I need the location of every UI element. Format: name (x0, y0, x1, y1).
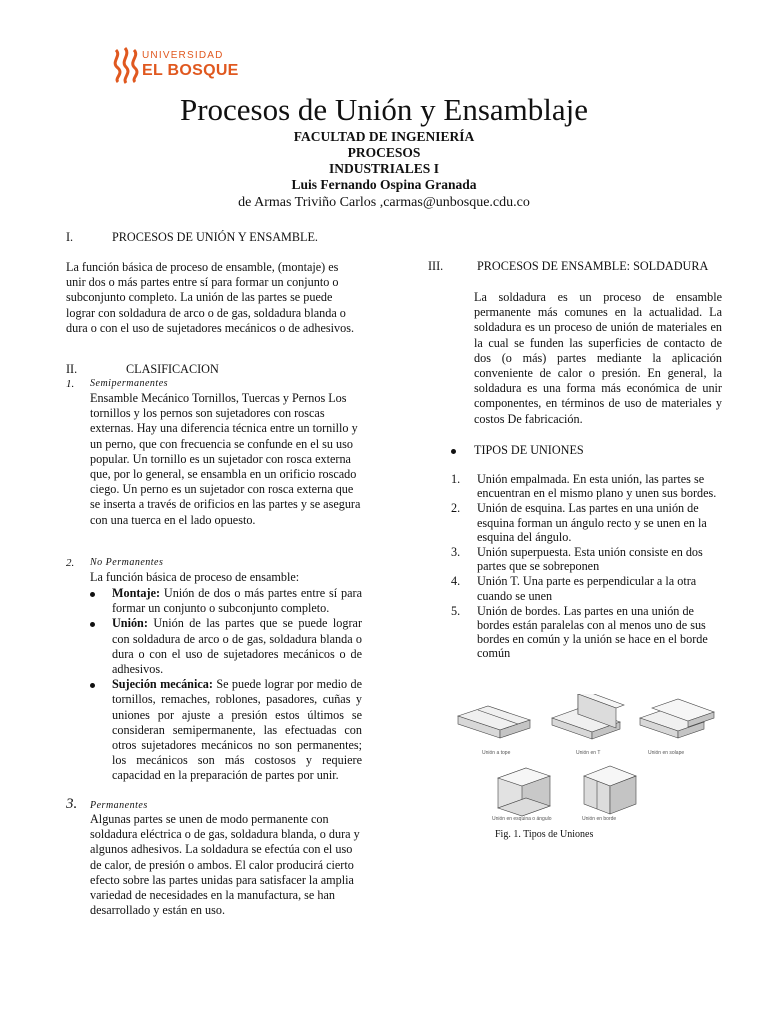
course-line-2: INDUSTRIALES I (329, 161, 439, 176)
item-text: Unión T. Una parte es perpendicular a la otra cuando se unen (477, 574, 697, 603)
figure-label-edge: Unión en borde (582, 816, 617, 822)
sub-3-text: Algunas partes se unen de modo permanente con soldadura eléctrica o de gas, soldadura blanda, o dura y algunos adhesivos. La soldadura se efectúa con el uso de calor, de presión o ambos. El calor producirá cierto efecto sobre las partes unidas para satisfacer la amplia variedad de necesidades en la manufactura, se han desarrollado y están en uso. (90, 812, 360, 918)
union-types-list (451, 472, 723, 662)
item-text: Unión empalmada. En esta unión, las partes se encuentran en el mismo plano y unen sus bordes. (477, 472, 717, 501)
paper-title: Procesos de Unión y Ensamblaje (179, 92, 589, 127)
union-type-item (451, 501, 723, 544)
section-2-heading: CLASIFICACION (126, 362, 219, 376)
sub-2-intro: La función básica de proceso de ensamble: (90, 570, 300, 584)
section-1-paragraph: La función básica de proceso de ensamble, (montaje) es unir dos o más partes entre sí para formar un conjunto o subconjunto completo. La unión de las partes se puede lograr con soldadura de arco o de gas, soldadura blanda o dura o con el uso de sujetadores mecánicos o de adhesivos. (66, 260, 355, 335)
bullet-dot (451, 449, 456, 454)
bullet-term: Montaje: (112, 586, 161, 600)
figure-label-butt: Unión a tope (482, 750, 511, 756)
item-number: 4. (451, 574, 461, 589)
course-line-1: PROCESOS (347, 145, 421, 160)
bullet-item (90, 586, 362, 616)
bullet-text: Unión de las partes que se puede lograr con soldadura de arco o de gas, soldadura blanda o dura o con el uso de sujetadores mecánicos o de adhesivos. (112, 616, 362, 677)
sub-3-title: Permanentes (90, 800, 148, 811)
sub-2-number: 2. (66, 557, 75, 569)
types-heading: TIPOS DE UNIONES (474, 443, 584, 457)
bullet-item (90, 677, 362, 783)
section-3-heading: PROCESOS DE ENSAMBLE: SOLDADURA (477, 259, 709, 273)
figure-label-lap: Unión en solape (648, 750, 685, 756)
item-text: Unión de esquina. Las partes en una unión de esquina forman un ángulo recto y se unen en la esquina del ángulo. (477, 501, 707, 544)
faculty: FACULTAD DE INGENIERÍA (293, 129, 475, 144)
section-3-paragraph: La soldadura es un proceso de ensamble permanente más comunes en la actualidad. La soldadura es un proceso de unión de materiales en la cual se funden las superficies de contacto de dos (o más) partes mediante la aplicación conveniente de calor o presión. En general, la soldadura es una forma más económica de unir componentes, en términos de uso de materiales y costos De fabricación. (474, 290, 722, 426)
item-number: 1. (451, 472, 461, 486)
figure-caption: Fig. 1. Tipos de Uniones (495, 829, 594, 840)
item-number: 3. (451, 545, 461, 560)
bullet-term: Unión: (112, 616, 148, 631)
union-type-item (451, 574, 723, 602)
university-logo (112, 44, 242, 88)
item-text: Unión de bordes. Las partes en una unión de bordes están paralelas con al menos uno de sus bordes en común y la unión se hace en el borde común (477, 603, 708, 661)
sub-1-title: Semipermanentes (90, 378, 169, 389)
coauthor: de Armas Triviño Carlos ,carmas@unbosque.cdu.co (238, 195, 530, 210)
section-3-numeral: III. (428, 259, 444, 273)
item-number: 5. (451, 603, 461, 618)
section-1-heading: PROCESOS DE UNIÓN Y ENSAMBLE. (112, 230, 318, 244)
sub-3-number: 3. (66, 796, 78, 812)
joint-diagrams (452, 694, 720, 824)
item-text: Unión superpuesta. Esta unión consiste en dos partes que se sobreponen (477, 545, 703, 574)
sub-1-text: Ensamble Mecánico Tornillos, Tuercas y Pernos Los tornillos y los pernos son sujetadores con roscas externas. Hay una diferencia técnica entre un tornillo y un perno, que con frecuencia se confunde en el su uso popular. Un tornillo es un sujetador con rosca externa que, por lo general, se ensambla en un orificio roscado ciego. Un perno es un sujetador con rosca externa que se inserta a través de orificios en las partes y se asegura con una tuerca en el lado opuesto. (90, 391, 361, 527)
bullet-term: Sujeción mecánica: (112, 677, 213, 692)
section-1-numeral: I. (66, 230, 74, 244)
sub-2-bullet-list (90, 586, 362, 784)
item-number: 2. (451, 501, 461, 516)
union-types-figure (452, 694, 720, 824)
bullet-item (90, 616, 362, 677)
union-type-item (451, 545, 723, 573)
figure-label-corner: Unión en esquina o ángulo (492, 816, 552, 822)
bullet-text: Unión de dos o más partes entre sí para formar un conjunto o subconjunto completo. (112, 586, 362, 616)
figure-label-t: Unión en T (576, 750, 601, 756)
author: Luis Fernando Ospina Granada (291, 177, 477, 192)
logo-university: UNIVERSIDAD (142, 50, 224, 61)
union-type-item (451, 472, 723, 500)
section-2-numeral: II. (66, 362, 78, 376)
logo-emblem-icon (112, 46, 140, 84)
union-type-item (451, 604, 723, 661)
sub-1-number: 1. (66, 378, 75, 390)
sub-2-title: No Permanentes (90, 557, 164, 568)
logo-name: EL BOSQUE (142, 62, 239, 79)
bullet-text: Se puede lograr por medio de tornillos, remaches, roblones, pasadores, cuñas y uniones por ajuste a presión estos últimos se consideran semipermanente, las efectuadas con otros sujetadores mecánicos no son permanentes; los mecánicos son más costosos y requiere capacidad en la preparación de partes por unir. (112, 677, 362, 783)
